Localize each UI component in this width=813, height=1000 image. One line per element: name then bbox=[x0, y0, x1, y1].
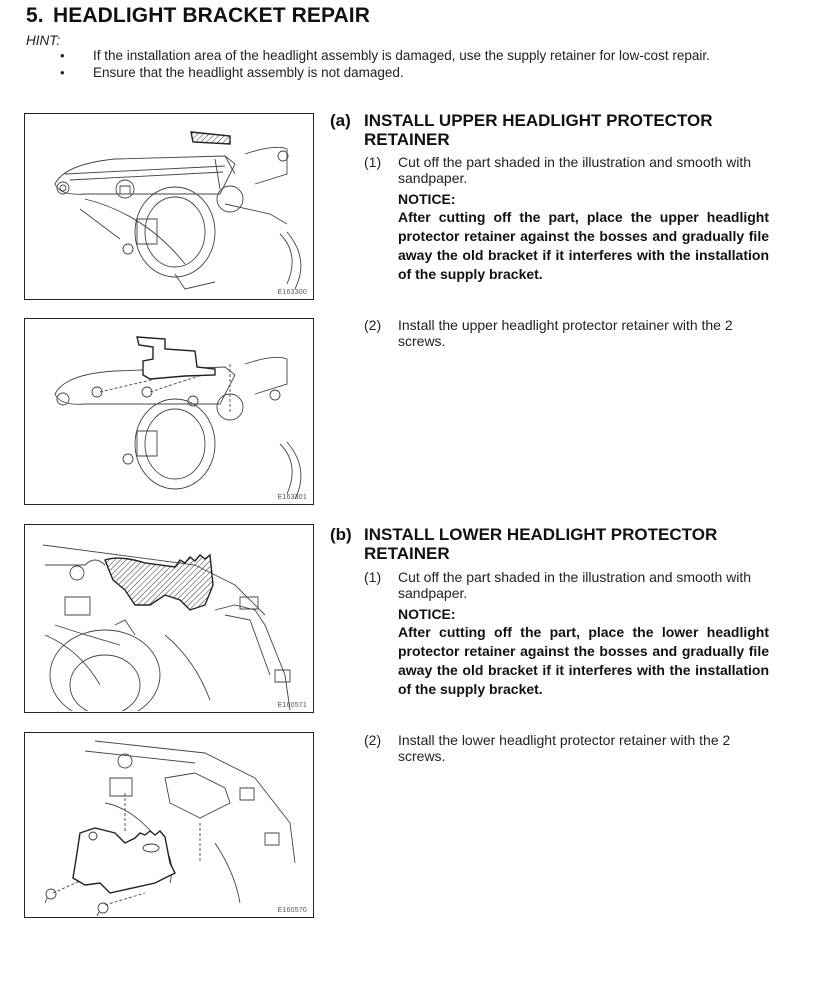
headlight-upper-cut-illustration bbox=[25, 114, 312, 298]
notice-text: After cutting off the part, place the upper headlight protector retainer against the bosses and gradually file away the old bracket if it interferes with the installation of the supply bracket. bbox=[398, 208, 769, 282]
figure-id: E163300 bbox=[277, 289, 307, 296]
hint-item bbox=[60, 49, 780, 63]
step-a-heading bbox=[330, 111, 790, 149]
bullet-icon: • bbox=[60, 48, 65, 63]
section-title-text: HEADLIGHT BRACKET REPAIR bbox=[53, 4, 371, 27]
step-letter: (a) bbox=[330, 111, 351, 130]
bullet-icon: • bbox=[60, 65, 65, 80]
substep-number: (2) bbox=[364, 317, 382, 333]
figure-lower-cut bbox=[24, 524, 314, 713]
step-a-substep-2 bbox=[364, 318, 769, 349]
substep-text: Cut off the part shaded in the illustration and smooth with sandpaper. bbox=[398, 569, 752, 601]
headlight-lower-cut-illustration bbox=[25, 525, 312, 711]
notice-label: NOTICE: bbox=[398, 606, 456, 622]
step-title: INSTALL LOWER HEADLIGHT PROTECTOR RETAINER bbox=[364, 525, 718, 563]
substep-text: Install the lower headlight protector retainer with the 2 screws. bbox=[398, 732, 731, 764]
headlight-upper-install-illustration bbox=[25, 319, 312, 503]
step-b-heading bbox=[330, 525, 790, 563]
figure-upper-cut bbox=[24, 113, 314, 300]
figure-id: E160571 bbox=[277, 702, 307, 709]
step-a-substep-1 bbox=[364, 155, 769, 284]
hint-item bbox=[60, 66, 780, 80]
substep-number: (1) bbox=[364, 569, 382, 585]
substep-number: (1) bbox=[364, 154, 382, 170]
notice-label: NOTICE: bbox=[398, 191, 456, 207]
hint-label: HINT: bbox=[26, 33, 61, 48]
figure-id: E163301 bbox=[277, 494, 307, 501]
figure-upper-install bbox=[24, 318, 314, 505]
substep-text: Install the upper headlight protector retainer with the 2 screws. bbox=[398, 317, 733, 349]
section-number: 5. bbox=[26, 4, 44, 27]
section-title bbox=[26, 4, 370, 28]
headlight-lower-install-illustration bbox=[25, 733, 312, 916]
step-b-substep-2 bbox=[364, 733, 769, 764]
hint-list bbox=[60, 49, 780, 83]
figure-lower-install bbox=[24, 732, 314, 918]
figure-id: E160570 bbox=[277, 907, 307, 914]
step-b-substep-1 bbox=[364, 570, 769, 699]
hint-item-text: Ensure that the headlight assembly is not damaged. bbox=[93, 65, 404, 80]
step-title: INSTALL UPPER HEADLIGHT PROTECTOR RETAINER bbox=[364, 111, 713, 149]
step-letter: (b) bbox=[330, 525, 352, 544]
notice-text: After cutting off the part, place the lower headlight protector retainer against the bosses and gradually file away the old bracket if it interferes with the installation of the supply bracket. bbox=[398, 623, 769, 697]
substep-number: (2) bbox=[364, 732, 382, 748]
hint-item-text: If the installation area of the headlight assembly is damaged, use the supply retainer for low-cost repair. bbox=[93, 48, 710, 63]
substep-text: Cut off the part shaded in the illustration and smooth with sandpaper. bbox=[398, 154, 752, 186]
